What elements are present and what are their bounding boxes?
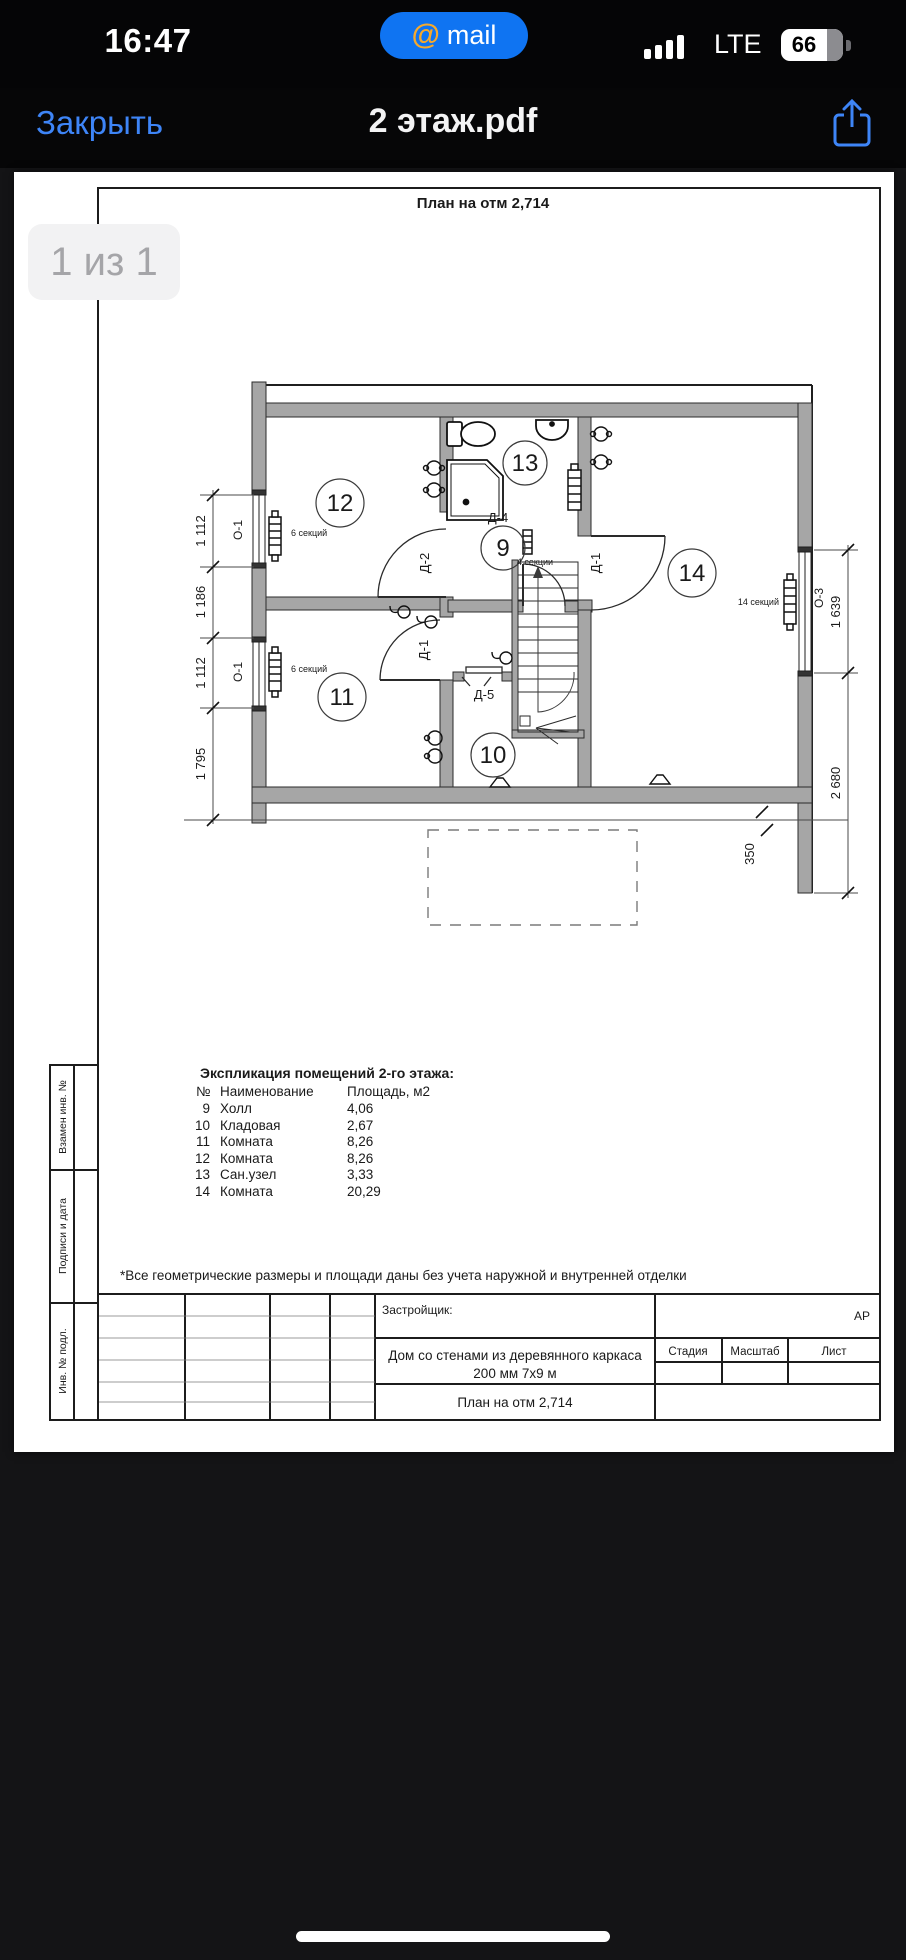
legend-row-num: 12 [194,1151,210,1166]
room-11-label: 11 [329,684,355,711]
drawing-frame [98,188,880,1420]
battery-icon [781,29,843,61]
radiator-14-sections: 14 секций [737,597,779,607]
legend-title: Экспликация помещений 2-го этажа: [200,1065,454,1081]
stamp-column [50,1065,98,1420]
code-ar: АР [853,1309,870,1323]
room-12-label: 12 [326,490,354,517]
dashed-outline [428,830,637,925]
drawing-sheet [14,172,894,1452]
legend-row-name: Кладовая [220,1118,281,1133]
door-d1-left [380,620,440,680]
nav-bar [0,88,906,168]
legend-header [196,1084,430,1099]
dim-1639: 1 639 [828,595,843,629]
share-button[interactable] [822,94,882,158]
dim-1795: 1 795 [193,747,208,781]
dim-350: 350 [742,843,757,865]
radiator-room11 [269,647,281,697]
legend-col-num: № [196,1084,211,1099]
legend-row-name: Комната [220,1134,273,1149]
window-o3-label: О-3 [812,587,826,609]
legend-row-name: Холл [220,1101,252,1116]
legend-row-num: 14 [194,1184,210,1199]
door-d2 [378,529,446,597]
legend [195,1065,454,1199]
mail-label: mail [446,20,497,50]
legend-row-area: 3,33 [347,1167,374,1182]
plan-title: План на отм 2,714 [416,195,550,212]
legend-rows [195,1101,381,1199]
title-block [98,1294,880,1420]
battery-cap [846,40,851,51]
dim-1112-bottom: 1 112 [193,657,208,689]
legend-row-name: Сан.узел [220,1167,277,1182]
close-button[interactable]: Закрыть [36,104,164,141]
radiator-room14 [784,574,796,630]
document-title: 2 этаж.pdf [368,102,538,140]
window-o3 [798,547,812,676]
radiator-room12 [269,511,281,561]
window-o1-top-label: О-1 [231,519,245,541]
sheet-name: План на отм 2,714 [457,1395,573,1410]
signal-strength-icon [644,34,684,59]
door-d4 [523,564,565,606]
battery-percent: 66 [791,32,817,57]
stairs [518,562,578,744]
legend-row-name: Комната [220,1184,273,1199]
page-indicator: 1 из 1 [28,224,180,300]
door-d5-label: Д-5 [473,687,495,702]
dim-1112-top: 1 112 [193,515,208,547]
dimensions [184,489,858,899]
radiator-11-sections: 6 секций [291,664,328,674]
window-o1-top [252,490,266,568]
door-d1-left-label: Д-1 [416,639,431,661]
mail-app-pill[interactable] [380,12,528,59]
legend-col-area: Площадь, м2 [347,1084,431,1099]
room-10-label: 10 [479,742,507,769]
stamp-vzamen: Взамен инв. № [57,1080,69,1154]
legend-row-area: 4,06 [347,1101,374,1116]
radiator-12-sections: 6 секций [291,528,328,538]
door-d4-label: Д-4 [487,510,509,525]
home-indicator[interactable] [296,1931,610,1942]
dim-2680: 2 680 [828,766,843,800]
battery-depleted-part [827,29,843,61]
towel-radiator-bath [568,464,581,510]
door-d5 [462,667,502,686]
status-bar [0,0,906,88]
toilet-icon [447,422,495,446]
door-d1-right-label: Д-1 [588,552,603,574]
pdf-viewer[interactable] [0,168,906,1768]
footnote: *Все геометрические размеры и площади даны без учета наружной и внутренней отделки [120,1268,687,1283]
legend-row-num: 13 [194,1167,210,1182]
radiator-hall-sections: 4 секции [516,557,554,567]
legend-row-name: Комната [220,1151,273,1166]
network-type: LTE [714,29,762,59]
developer-label: Застройщик: [382,1303,453,1317]
legend-row-num: 10 [194,1118,210,1133]
scale-label: Масштаб [730,1346,780,1358]
sheet-label: Лист [821,1346,847,1358]
clock: 16:47 [104,22,192,59]
room-13-label: 13 [511,450,539,477]
room-14-label: 14 [678,560,706,587]
legend-row-area: 8,26 [347,1134,374,1149]
legend-row-area: 8,26 [347,1151,374,1166]
sink-icon [536,420,568,440]
stage-label: Стадия [668,1346,708,1358]
project-name-line2: 200 мм 7х9 м [473,1366,557,1381]
window-o1-bottom-label: О-1 [231,661,245,683]
dim-1186: 1 186 [193,585,208,619]
legend-col-name: Наименование [220,1084,314,1099]
legend-row-area: 20,29 [347,1184,381,1199]
window-o1-bottom [252,637,266,711]
door-d2-label: Д-2 [417,552,432,574]
legend-row-area: 2,67 [347,1118,374,1133]
legend-row-num: 9 [202,1101,210,1116]
project-name-line1: Дом со стенами из деревянного каркаса [388,1348,642,1363]
floor-plan [184,382,858,925]
stamp-inv: Инв. № подл. [57,1328,69,1394]
legend-row-num: 11 [195,1134,210,1149]
stamp-podpisi: Подписи и дата [57,1198,69,1274]
share-icon [830,97,874,153]
room-9-label: 9 [496,535,510,562]
pdf-page [14,172,894,1452]
mailru-logo-icon: @ [411,19,440,51]
bathroom-fixtures [447,420,568,520]
